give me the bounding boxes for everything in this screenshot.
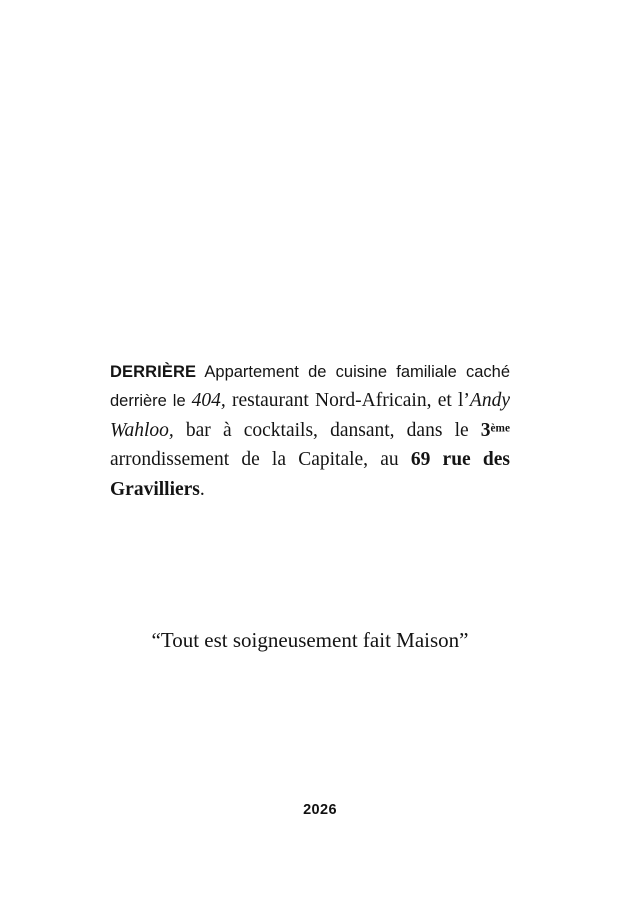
paragraph-part-5: . bbox=[199, 479, 205, 500]
lead-word: DERRIÈRE bbox=[110, 362, 197, 381]
paragraph-part-1: Appartement de cuisine familiale caché derrière le bbox=[110, 362, 510, 411]
paragraph-part-3: bar à cocktails, dansant, dans le bbox=[173, 419, 481, 441]
pull-quote: “Tout est soigneusement fait Maison” bbox=[151, 628, 469, 652]
paragraph-part-2: restaurant Nord-Africain, et l’ bbox=[225, 390, 470, 412]
ordinal-number: 3 bbox=[480, 419, 491, 441]
italic-restaurant-404: 404, bbox=[191, 390, 226, 412]
italic-andy-wahloo: Andy Wahloo, bbox=[110, 390, 510, 441]
ordinal-suffix: ème bbox=[490, 422, 510, 434]
intro-paragraph bbox=[110, 357, 510, 505]
address-text: 69 rue des Gravilliers bbox=[110, 449, 510, 500]
paragraph-part-4: arrondissement de la Capitale, au bbox=[110, 449, 411, 471]
arrondissement-ordinal bbox=[481, 420, 510, 441]
year-footer: 2026 bbox=[303, 802, 337, 818]
